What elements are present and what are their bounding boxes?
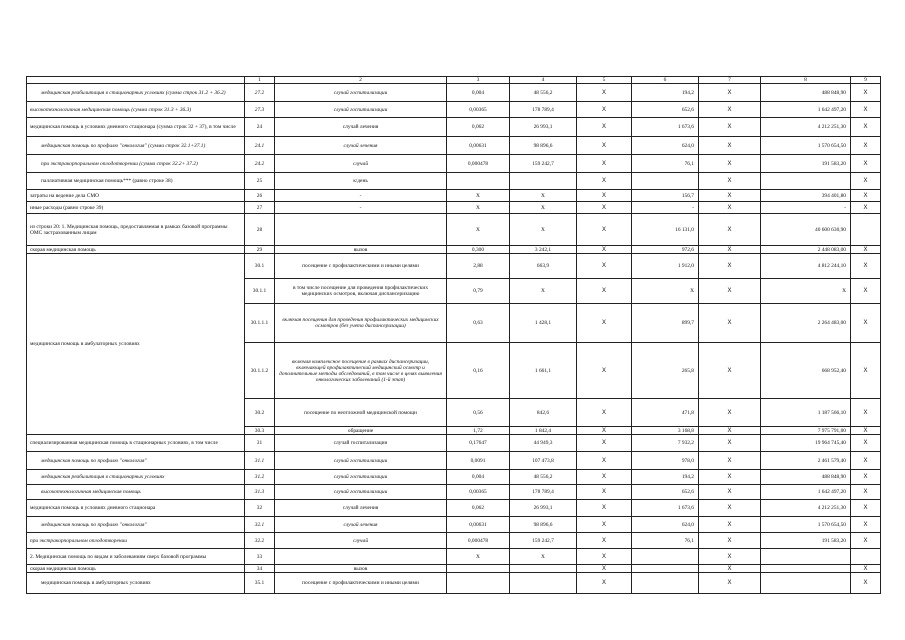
table-cell: 1 673,6 <box>632 118 699 137</box>
table-cell: 76,1 <box>632 155 699 173</box>
table-row <box>27 565 881 573</box>
header-cell: 3 <box>447 77 510 84</box>
table-cell: X <box>577 279 632 304</box>
table-cell: X <box>510 190 577 202</box>
table-cell: X <box>699 452 761 470</box>
table-cell <box>510 573 577 594</box>
table-cell <box>447 573 510 594</box>
table-cell: X <box>577 470 632 485</box>
table-cell: 0,000478 <box>447 155 510 173</box>
table-cell: X <box>699 102 761 118</box>
header-cell <box>27 77 245 84</box>
table-cell: X <box>851 246 881 254</box>
table-cell: 1 570 654,50 <box>761 137 851 155</box>
table-cell <box>851 549 881 565</box>
table-cell: X <box>699 84 761 102</box>
table-cell: 0,79 <box>447 279 510 304</box>
row-label: иные расходы (равно строке 39) <box>27 202 245 214</box>
table-cell: X <box>577 304 632 343</box>
table-cell: 31 <box>245 435 275 452</box>
table-cell: X <box>577 565 632 573</box>
table-cell: 0,004 <box>447 84 510 102</box>
table-cell: X <box>447 190 510 202</box>
table-cell: 31.1 <box>245 452 275 470</box>
header-cell: 9 <box>851 77 881 84</box>
table-cell: X <box>851 137 881 155</box>
table-cell: 191 583,20 <box>761 533 851 549</box>
table-cell: 0,00631 <box>447 137 510 155</box>
table-cell: X <box>447 214 510 246</box>
table-cell: X <box>577 500 632 517</box>
table-cell: X <box>699 304 761 343</box>
table-cell: 0,062 <box>447 118 510 137</box>
table-cell: 1 842,4 <box>510 427 577 435</box>
table-cell: 31.3 <box>245 485 275 500</box>
row-label: скорая медицинская помощь <box>27 246 245 254</box>
table-cell: 663,9 <box>510 254 577 279</box>
table-cell: X <box>699 118 761 137</box>
table-cell <box>447 173 510 190</box>
table-cell <box>275 214 447 246</box>
table-cell: 40 600 630,90 <box>761 214 851 246</box>
table-cell: 4 212 251,30 <box>761 500 851 517</box>
table-cell: 624,0 <box>632 517 699 533</box>
table-cell: X <box>447 202 510 214</box>
table-cell: X <box>699 214 761 246</box>
table-cell: X <box>851 573 881 594</box>
table-cell: случай лечения <box>275 500 447 517</box>
header-cell: 6 <box>632 77 699 84</box>
table-cell: X <box>851 500 881 517</box>
table-cell: 0,0091 <box>447 452 510 470</box>
table-cell: в том числе посещение для проведения профилактических медицинских осмотров, включая диспансеризацию <box>275 279 447 304</box>
table-cell: X <box>577 246 632 254</box>
table-cell: X <box>699 549 761 565</box>
table-cell <box>275 549 447 565</box>
table-cell: X <box>699 246 761 254</box>
table-cell: 194,2 <box>632 84 699 102</box>
table-cell: 2 461 579,40 <box>761 452 851 470</box>
table-row <box>27 155 881 173</box>
table-cell <box>510 565 577 573</box>
table-cell: X <box>851 399 881 427</box>
table-cell: X <box>699 190 761 202</box>
table-cell: X <box>851 173 881 190</box>
table-cell: - <box>632 202 699 214</box>
table-cell: X <box>577 573 632 594</box>
table-cell: 16 131,0 <box>632 214 699 246</box>
table-cell <box>632 173 699 190</box>
table-cell: 471,8 <box>632 399 699 427</box>
table-cell: X <box>851 517 881 533</box>
table-cell: 0,00365 <box>447 102 510 118</box>
header-cell: 5 <box>577 77 632 84</box>
table-cell: X <box>510 214 577 246</box>
table-cell: X <box>851 343 881 399</box>
table-row <box>27 435 881 452</box>
table-cell: 1 912,0 <box>632 254 699 279</box>
row-label: при экстракорпоральном оплодотворении <box>27 533 245 549</box>
table-cell: случай госпитализации <box>275 452 447 470</box>
table-cell: 2 264 483,00 <box>761 304 851 343</box>
table-row <box>27 517 881 533</box>
table-cell <box>761 573 851 594</box>
table-cell: - <box>275 190 447 202</box>
table-cell: X <box>577 214 632 246</box>
table-cell: 24 <box>245 118 275 137</box>
table-row <box>27 452 881 470</box>
table-cell: 1 642 497,20 <box>761 485 851 500</box>
table-cell: X <box>699 343 761 399</box>
table-cell: 652,6 <box>632 485 699 500</box>
table-cell: случай <box>275 533 447 549</box>
table-cell: X <box>577 202 632 214</box>
table-cell: X <box>699 435 761 452</box>
table-cell: X <box>699 533 761 549</box>
table-cell: X <box>699 485 761 500</box>
table-cell: X <box>851 190 881 202</box>
table-cell: X <box>699 565 761 573</box>
row-label: медицинская помощь по профилю "онкология" <box>27 452 245 470</box>
table-cell: 28 <box>245 214 275 246</box>
table-cell: 98 896,6 <box>510 137 577 155</box>
header-cell: 8 <box>761 77 851 84</box>
row-label: медицинская помощь в амбулаторных условиях <box>27 254 245 435</box>
table-cell <box>632 565 699 573</box>
table-cell: X <box>851 279 881 304</box>
table-cell: случай лечения <box>275 137 447 155</box>
table-cell: 24.2 <box>245 155 275 173</box>
row-label: медицинская помощь по профилю "онкология" (сумма строк 32.1+37.1) <box>27 137 245 155</box>
table-cell: 26 993,1 <box>510 118 577 137</box>
header-cell: 7 <box>699 77 761 84</box>
table-cell: 25 <box>245 173 275 190</box>
table-cell: 191 583,20 <box>761 155 851 173</box>
table-cell: X <box>577 452 632 470</box>
table-cell: 3 242,1 <box>510 246 577 254</box>
row-label: высокотехнологичная медицинская помощь <box>27 485 245 500</box>
table-cell: 0,16 <box>447 343 510 399</box>
table-cell <box>761 173 851 190</box>
table-cell: 159 242,7 <box>510 155 577 173</box>
table-row <box>27 118 881 137</box>
table-cell <box>761 549 851 565</box>
table-cell: X <box>577 343 632 399</box>
table-cell: 26 <box>245 190 275 202</box>
table-cell: 32 <box>245 500 275 517</box>
table-cell: 0,062 <box>447 500 510 517</box>
table-cell: 30.1 <box>245 254 275 279</box>
row-label: медицинская реабилитация в стационарных условиях (сумма строк 31.2 + 36.2) <box>27 84 245 102</box>
table-row <box>27 102 881 118</box>
table-cell: 1 642 497,20 <box>761 102 851 118</box>
table-cell: X <box>577 137 632 155</box>
row-label: медицинская помощь в условиях дневного стационара (сумма строк 32 + 37), в том числе <box>27 118 245 137</box>
table-cell: 0,00631 <box>447 517 510 533</box>
table-cell: 394 401,80 <box>761 190 851 202</box>
table-cell: X <box>699 517 761 533</box>
table-cell: случай лечения <box>275 517 447 533</box>
table-row <box>27 573 881 594</box>
table-cell <box>447 565 510 573</box>
table-cell: 32.2 <box>245 533 275 549</box>
table-cell: X <box>699 279 761 304</box>
table-cell: 0,300 <box>447 246 510 254</box>
table-cell: X <box>510 202 577 214</box>
table-cell: 4 212 251,30 <box>761 118 851 137</box>
table-cell: 48 556,2 <box>510 470 577 485</box>
table-cell: X <box>699 137 761 155</box>
row-label: высокотехнологичная медицинская помощь (сумма строк 31.3 + 36.3) <box>27 102 245 118</box>
table-cell: обращение <box>275 427 447 435</box>
table-cell: 0,000478 <box>447 533 510 549</box>
table-row <box>27 533 881 549</box>
financing-table <box>26 76 881 594</box>
table-cell: 30.3 <box>245 427 275 435</box>
table-cell: 32.1 <box>245 517 275 533</box>
table-cell: X <box>510 279 577 304</box>
row-label: паллиативная медицинская помощь*** (равно строке 38) <box>27 173 245 190</box>
table-row <box>27 549 881 565</box>
table-cell: X <box>699 427 761 435</box>
table-cell: 1 428,1 <box>510 304 577 343</box>
table-cell: 107 473,8 <box>510 452 577 470</box>
table-cell: X <box>851 470 881 485</box>
table-cell <box>632 549 699 565</box>
row-label: специализированная медицинская помощь в стационарных условиях, в том числе <box>27 435 245 452</box>
row-label: медицинская помощь в условиях дневного стационара <box>27 500 245 517</box>
table-cell: 178 789,4 <box>510 485 577 500</box>
table-cell: X <box>851 155 881 173</box>
table-cell: 27 <box>245 202 275 214</box>
table-cell: X <box>577 517 632 533</box>
table-cell: X <box>851 565 881 573</box>
header-row <box>27 77 881 84</box>
table-cell: 2,88 <box>447 254 510 279</box>
table-cell: X <box>577 118 632 137</box>
table-cell: X <box>699 573 761 594</box>
table-cell: 0,56 <box>447 399 510 427</box>
table-cell: 7 932,2 <box>632 435 699 452</box>
table-cell: 30.1.1.1 <box>245 304 275 343</box>
table-cell: к/день <box>275 173 447 190</box>
table-cell: посещение с профилактическими и иными целями <box>275 573 447 594</box>
table-cell: X <box>577 427 632 435</box>
table-cell: 159 242,7 <box>510 533 577 549</box>
table-cell: 3 168,8 <box>632 427 699 435</box>
table-cell: 652,6 <box>632 102 699 118</box>
table-cell <box>851 214 881 246</box>
row-label: при экстракорпоральном оплодотворении (сумма строк 32.2+ 37.2) <box>27 155 245 173</box>
table-cell: 0,00365 <box>447 485 510 500</box>
table-cell: 978,0 <box>632 452 699 470</box>
table-cell: 0,63 <box>447 304 510 343</box>
table-cell: X <box>577 435 632 452</box>
table-cell: включая посещения для проведения профилактических медицинских осмотров (без учета диспансеризации) <box>275 304 447 343</box>
row-label: из строки 20: 1. Медицинская помощь, предоставляемая в рамках базовой программы ОМС застрахованным лицам <box>27 214 245 246</box>
table-cell: X <box>699 399 761 427</box>
table-cell: 0,17647 <box>447 435 510 452</box>
table-cell: X <box>699 500 761 517</box>
table-cell: 30.1.1 <box>245 279 275 304</box>
table-row <box>27 254 881 279</box>
table-cell: X <box>577 254 632 279</box>
row-label: медицинская реабилитация в стационарных условиях <box>27 470 245 485</box>
table-cell: 1 570 654,50 <box>761 517 851 533</box>
table-cell: - <box>275 202 447 214</box>
table-cell <box>761 565 851 573</box>
table-cell: 899,7 <box>632 304 699 343</box>
table-cell: X <box>577 84 632 102</box>
table-cell: 156,7 <box>632 190 699 202</box>
table-cell: X <box>510 549 577 565</box>
table-cell: 265,8 <box>632 343 699 399</box>
table-cell: X <box>699 470 761 485</box>
table-cell: X <box>447 549 510 565</box>
table-cell: 668 952,40 <box>761 343 851 399</box>
table-cell: 27.3 <box>245 102 275 118</box>
table-cell: X <box>851 452 881 470</box>
table-cell: X <box>851 533 881 549</box>
table-cell: X <box>632 279 699 304</box>
table-cell: 27.2 <box>245 84 275 102</box>
table-cell: посещение по неотложной медицинской помощи <box>275 399 447 427</box>
table-cell: случай лечения <box>275 118 447 137</box>
table-cell: 4 812 244,10 <box>761 254 851 279</box>
table-cell: посещение с профилактическими и иными целями <box>275 254 447 279</box>
table-cell: X <box>577 549 632 565</box>
row-label: скорая медицинская помощь <box>27 565 245 573</box>
table-cell: включая комплексное посещение в рамках диспансеризации, включающей профилактический медицинский осмотр и дополнительные методы обследований, в том числе в целях выявления онкологических заболеваний (1-й этап) <box>275 343 447 399</box>
table-cell: X <box>699 173 761 190</box>
table-cell: случай госпитализации <box>275 84 447 102</box>
table-cell: X <box>851 435 881 452</box>
table-cell: вызов <box>275 246 447 254</box>
table-cell: 1,72 <box>447 427 510 435</box>
table-row <box>27 202 881 214</box>
table-cell: 488 848,90 <box>761 84 851 102</box>
table-cell: 972,6 <box>632 246 699 254</box>
table-cell: 26 993,1 <box>510 500 577 517</box>
row-label: медицинская помощь в амбулаторных условиях <box>27 573 245 594</box>
table-row <box>27 137 881 155</box>
table-cell <box>632 573 699 594</box>
table-row <box>27 190 881 202</box>
table-row <box>27 246 881 254</box>
table-cell: 31.2 <box>245 470 275 485</box>
table-cell: 29 <box>245 246 275 254</box>
table-row <box>27 214 881 246</box>
table-cell: X <box>851 254 881 279</box>
table-cell: 842,6 <box>510 399 577 427</box>
table-cell: X <box>577 190 632 202</box>
table-cell: 178 789,4 <box>510 102 577 118</box>
table-cell: 24.1 <box>245 137 275 155</box>
table-cell: случай госпитализации <box>275 435 447 452</box>
table-cell: X <box>577 155 632 173</box>
table-cell: 98 896,6 <box>510 517 577 533</box>
table-cell: X <box>851 427 881 435</box>
table-cell: 2 448 083,00 <box>761 246 851 254</box>
table-cell: X <box>577 399 632 427</box>
table-cell: вызов <box>275 565 447 573</box>
table-cell: 0,004 <box>447 470 510 485</box>
table-cell: 1 673,6 <box>632 500 699 517</box>
table-cell: X <box>851 485 881 500</box>
table-cell: X <box>577 173 632 190</box>
table-cell: 30.2 <box>245 399 275 427</box>
table-cell: X <box>851 102 881 118</box>
table-row <box>27 500 881 517</box>
table-cell: 19 964 745,40 <box>761 435 851 452</box>
table-cell: случай госпитализации <box>275 470 447 485</box>
table-cell: 76,1 <box>632 533 699 549</box>
table-cell: случай госпитализации <box>275 485 447 500</box>
table-cell: 44 949,3 <box>510 435 577 452</box>
table-cell: X <box>699 202 761 214</box>
table-cell: X <box>851 202 881 214</box>
table-cell: 7 975 791,00 <box>761 427 851 435</box>
table-cell: X <box>577 485 632 500</box>
table-cell: случай госпитализации <box>275 102 447 118</box>
row-label: 2. Медицинская помощь по видам и заболеваниям сверх базовой программы <box>27 549 245 565</box>
table-cell: X <box>851 118 881 137</box>
table-cell: 1 661,1 <box>510 343 577 399</box>
table-cell: X <box>699 254 761 279</box>
table-cell: 33 <box>245 549 275 565</box>
table-cell: 35.1 <box>245 573 275 594</box>
table-cell <box>510 173 577 190</box>
table-row <box>27 84 881 102</box>
table-cell: X <box>699 155 761 173</box>
table-cell: X <box>851 84 881 102</box>
table-cell: 30.1.1.2 <box>245 343 275 399</box>
table-cell: 624,0 <box>632 137 699 155</box>
row-label: затраты на ведение дела СМО <box>27 190 245 202</box>
row-label: медицинская помощь по профилю "онкология" <box>27 517 245 533</box>
table-cell: X <box>577 533 632 549</box>
table-cell: X <box>577 102 632 118</box>
table-cell: - <box>761 202 851 214</box>
table-cell: 34 <box>245 565 275 573</box>
header-cell: 1 <box>245 77 275 84</box>
table-cell: 194,2 <box>632 470 699 485</box>
table-cell: случай <box>275 155 447 173</box>
table-row <box>27 485 881 500</box>
table-cell: 48 556,2 <box>510 84 577 102</box>
table-row <box>27 470 881 485</box>
table-cell: 1 187 566,10 <box>761 399 851 427</box>
header-cell: 4 <box>510 77 577 84</box>
table-row <box>27 173 881 190</box>
header-cell: 2 <box>275 77 447 84</box>
table-cell: X <box>761 279 851 304</box>
table-cell: 488 848,90 <box>761 470 851 485</box>
table-cell: X <box>851 304 881 343</box>
